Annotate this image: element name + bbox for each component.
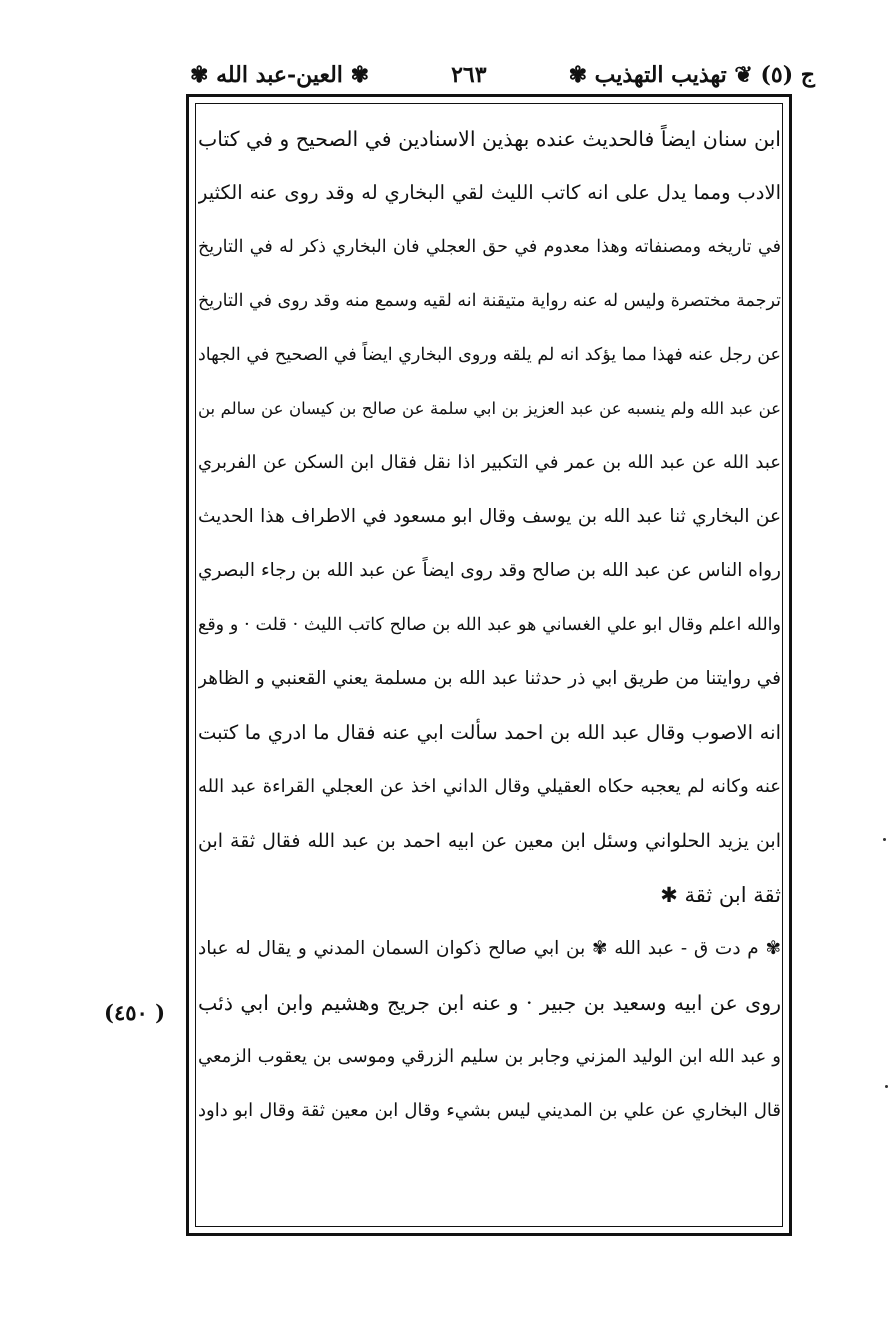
text-line: ابن سنان ايضاً فالحديث عنده بهذين الاسنادين في الصحيح و في كتاب <box>198 127 781 151</box>
text-line: الادب ومما يدل على انه كاتب الليث لقي البخاري له وقد روى عنه الكثير <box>198 181 781 204</box>
scan-speck <box>883 838 886 841</box>
text-line: عبد الله عن عبد الله بن عمر في التكبير اذا نقل فقال ابن السكن عن الفربري <box>198 452 781 473</box>
text-line: في روايتنا من طريق ابي ذر حدثنا عبد الله بن مسلمة يعني القعنبي و الظاهر <box>198 668 781 689</box>
text-line: ابن يزيد الحلواني وسئل ابن معين عن ابيه احمد بن عبد الله فقال ثقة ابن <box>198 830 781 852</box>
entry-heading-line: ✾ م دت ق - عبد الله ✾ بن ابي صالح ذكوان السمان المدني و يقال له عباد <box>198 938 781 959</box>
running-header <box>190 58 815 92</box>
header-page-number: ٢٦٣ <box>451 62 487 88</box>
text-line: روى عن ابيه وسعيد بن جبير · و عنه ابن جريج وهشيم وابن ابي ذئب <box>198 991 781 1015</box>
header-section: ✾ العين-عبد الله ✾ <box>190 62 370 88</box>
scan-speck <box>885 1085 888 1088</box>
text-line: عن البخاري ثنا عبد الله بن يوسف وقال ابو مسعود في الاطراف هذا الحديث <box>198 506 781 527</box>
margin-entry-number: ( ٤٥٠) <box>104 1000 166 1025</box>
text-line: عن رجل عنه فهذا مما يؤكد انه لم يلقه وروى البخاري ايضاً في الصحيح في الجهاد <box>198 345 781 365</box>
text-line: ترجمة مختصرة وليس له عنه رواية متيقنة انه لقيه وسمع منه وقد روى في التاريخ <box>198 291 781 311</box>
text-line-end-of-entry: ثقة ابن ثقة ✱ <box>660 883 781 907</box>
text-line: عن عبد الله ولم ينسبه عن عبد العزيز بن ابي سلمة عن صالح بن كيسان عن سالم بن <box>198 399 781 418</box>
text-line: قال البخاري عن علي بن المديني ليس بشيء وقال ابن معين ثقة وقال ابو داود <box>198 1100 781 1121</box>
text-line: في تاريخه ومصنفاته وهذا معدوم في حق العجلي فان البخاري ذكر له في التاريخ <box>198 237 781 257</box>
text-line: انه الاصوب وقال عبد الله بن احمد سألت ابي عنه فقال ما ادري ما كتبت <box>198 721 781 744</box>
body-text <box>198 112 781 1138</box>
text-line: و عبد الله ابن الوليد المزني وجابر بن سليم الزرقي وموسى بن يعقوب الزمعي <box>198 1046 781 1067</box>
text-line: عنه وكانه لم يعجبه حكاه العقيلي وقال الداني اخذ عن العجلي القراءة عبد الله <box>198 776 781 797</box>
header-volume-title: ج (٥) ❦ تهذيب التهذيب ✾ <box>568 62 815 88</box>
text-line: والله اعلم وقال ابو علي الغساني هو عبد الله بن صالح كاتب الليث · قلت · و وقع <box>198 615 781 635</box>
text-line: رواه الناس عن عبد الله بن صالح وقد روى ايضاً عن عبد الله بن رجاء البصري <box>198 560 781 581</box>
